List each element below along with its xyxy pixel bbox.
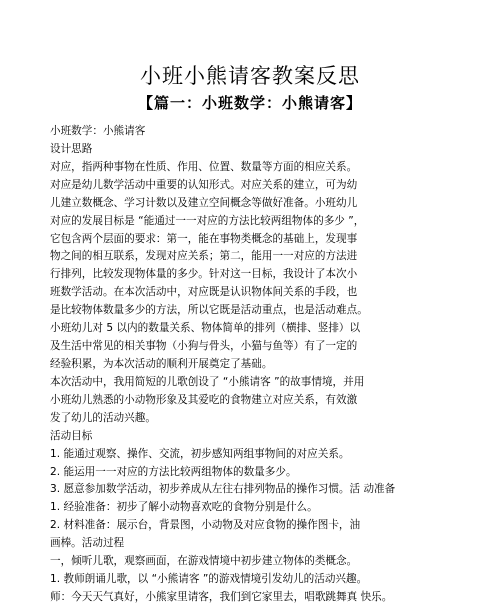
body-text-line: 一，倾听儿歌，观察画面，在游戏情境中初步建立物体的类概念。 bbox=[50, 555, 358, 568]
body-text-line: 3. 愿意参加数学活动，初步养成从左往右排列物品的操作习惯。活 动准备 bbox=[50, 483, 396, 496]
body-text-line: 小班数学：小熊请客 bbox=[50, 125, 146, 137]
body-text-line: 发了幼儿的活动兴趣。 bbox=[50, 411, 156, 424]
body-text-line: 行排列，比较发现物体量的多少。针对这一目标，我设计了本次小 bbox=[50, 268, 358, 281]
body-text-line: 本次活动中，我用简短的儿歌创设了 “小熊请客 ”的故事情境，并用 bbox=[50, 375, 365, 388]
body-text-line: 1. 经验准备：初步了解小动物喜欢吃的食物分别是什么。 bbox=[50, 501, 318, 514]
body-text-line: 2. 能运用一一对应的方法比较两组物体的数量多少。 bbox=[50, 465, 297, 478]
body-text-line: 物之间的相互联系，发现对应关系；第二，能用一一对应的方法进 bbox=[50, 250, 358, 263]
body-text-line: 1. 教师朗诵儿歌，以 “小熊请客 ”的游戏情境引发幼儿的活动兴趣。 bbox=[50, 573, 368, 586]
document-subtitle: 【篇一：小班数学：小熊请客】 bbox=[137, 94, 362, 112]
body-text-line: 小班幼儿对 5 以内的数量关系、物体简单的排列（横排、竖排）以 bbox=[50, 322, 361, 335]
body-text-line: 及生活中常见的相关事物（小狗与骨头，小猫与鱼等）有了一定的 bbox=[50, 340, 358, 353]
body-text-line: 1. 能通过观察、操作、交流，初步感知两组事物间的对应关系。 bbox=[50, 447, 350, 460]
body-text-line: 它包含两个层面的要求：第一，能在事物类概念的基础上，发现事 bbox=[50, 232, 358, 245]
body-text-line: 对应是幼儿数学活动中重要的认知形式。对应关系的建立，可为幼 bbox=[50, 178, 358, 191]
body-text-line: 活动目标 bbox=[50, 429, 93, 442]
body-text-line: 是比较物体数量多少的方法，所以它既是活动重点，也是活动难点。 bbox=[50, 304, 368, 317]
body-text-line: 师：今天天气真好，小熊家里请客，我们到它家里去，唱歌跳舞真 快乐。 bbox=[50, 590, 393, 603]
body-text-line: 画棒。活动过程 bbox=[50, 537, 125, 550]
body-text-line: 小班幼儿熟悉的小动物形象及其爱吃的食物建立对应关系，有效激 bbox=[50, 393, 358, 406]
body-text-line: 经验积累，为本次活动的顺利开展奠定了基础。 bbox=[50, 357, 273, 370]
body-text-line: 对应，指两种事物在性质、作用、位置、数量等方面的相应关系。 bbox=[50, 160, 358, 173]
document-title: 小班小熊请客教案反思 bbox=[140, 64, 360, 88]
body-text-line: 设计思路 bbox=[50, 142, 93, 155]
document-body bbox=[50, 123, 480, 607]
body-text-line: 2. 材料准备：展示台，背景图，小动物及对应食物的操作图卡，油 bbox=[50, 519, 361, 532]
body-text-line: 对应的发展目标是 “能通过一一对应的方法比较两组物体的多少 ”， bbox=[50, 214, 365, 227]
body-text-line: 班数学活动。在本次活动中，对应既是认识物体间关系的手段，也 bbox=[50, 286, 358, 299]
body-text-line: 儿建立数概念、学习计数以及建立空间概念等做好准备。小班幼儿 bbox=[50, 196, 358, 209]
